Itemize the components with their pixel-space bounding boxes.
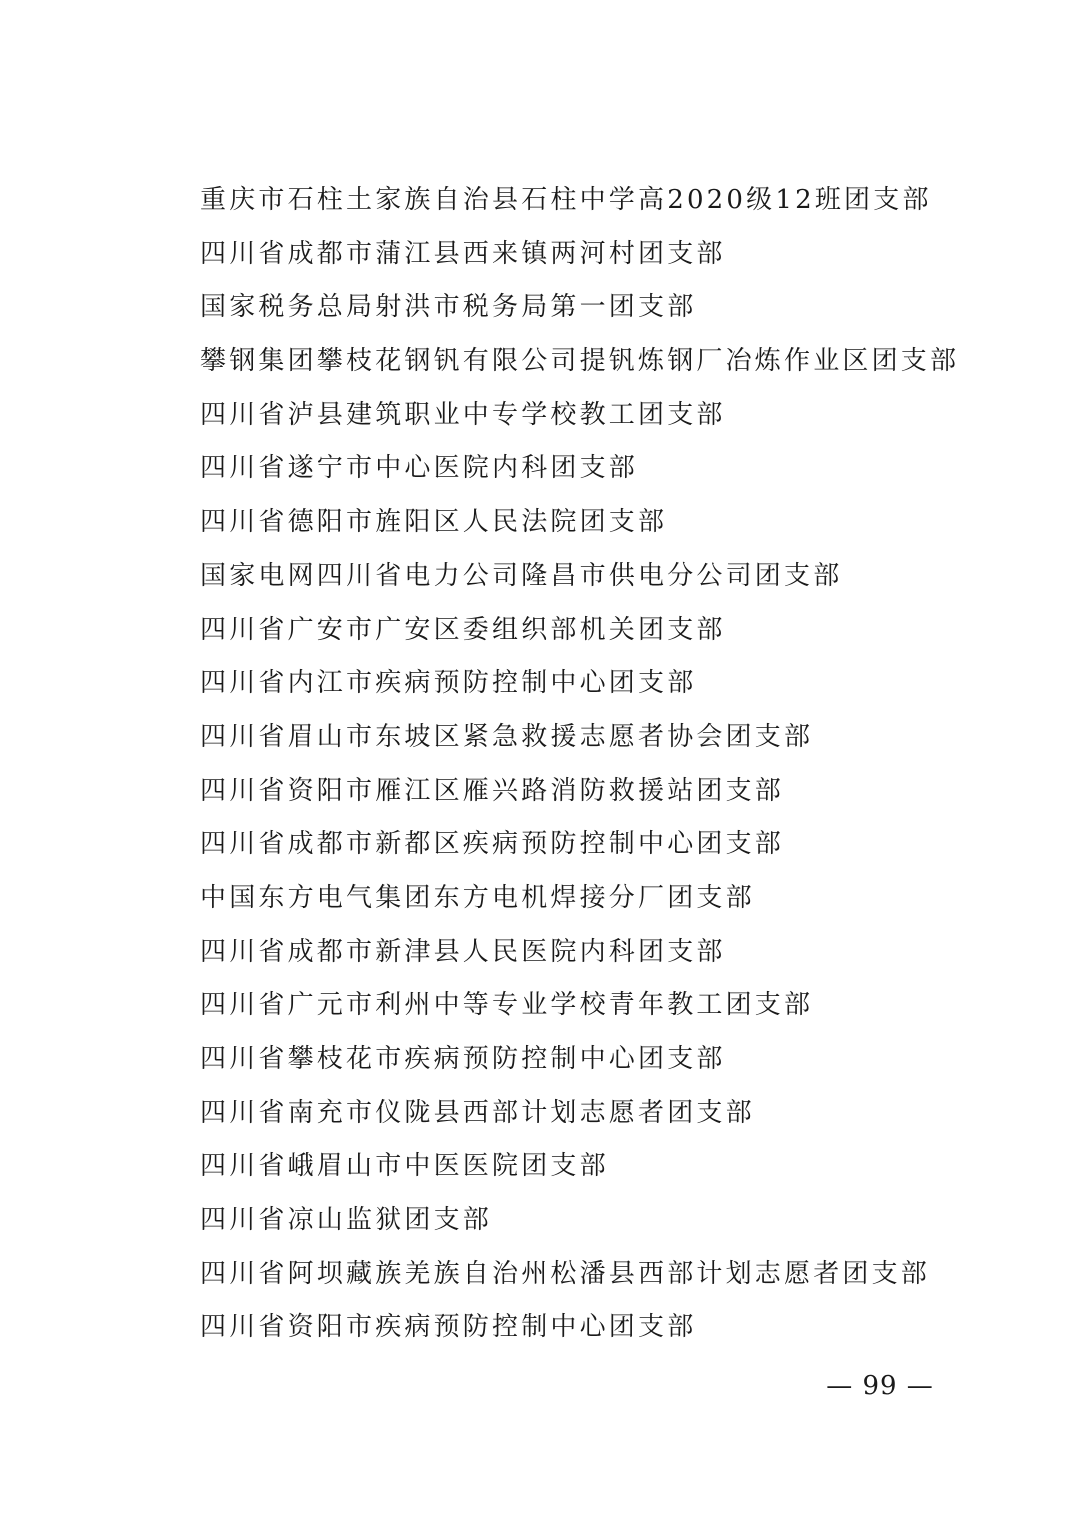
list-item: 国家电网四川省电力公司隆昌市供电分公司团支部	[200, 560, 843, 591]
list-item: 中国东方电气集团东方电机焊接分厂团支部	[200, 882, 755, 913]
list-item: 四川省广安市广安区委组织部机关团支部	[200, 614, 726, 645]
list-item: 四川省资阳市雁江区雁兴路消防救援站团支部	[200, 775, 785, 806]
list-item: 四川省泸县建筑职业中专学校教工团支部	[200, 399, 726, 430]
list-item: 四川省攀枝花市疾病预防控制中心团支部	[200, 1044, 726, 1074]
list-item: 四川省广元市利州中等专业学校青年教工团支部	[200, 990, 814, 1021]
list-item: 四川省成都市蒲江县西来镇两河村团支部	[200, 238, 726, 269]
list-item: 四川省遂宁市中心医院内科团支部	[200, 453, 639, 484]
list-item: 四川省眉山市东坡区紧急救援志愿者协会团支部	[200, 721, 814, 752]
list-item: 四川省德阳市旌阳区人民法院团支部	[200, 507, 668, 538]
list-item: 重庆市石柱土家族自治县石柱中学高2020级12班团支部	[200, 185, 932, 215]
organization-list	[200, 178, 1000, 1359]
list-item: 四川省峨眉山市中医医院团支部	[200, 1151, 609, 1182]
page-number: — 99 —	[826, 1371, 934, 1401]
list-item: 四川省南充市仪陇县西部计划志愿者团支部	[200, 1097, 755, 1128]
list-item: 四川省成都市新都区疾病预防控制中心团支部	[200, 829, 785, 860]
list-item: 攀钢集团攀枝花钢钒有限公司提钒炼钢厂冶炼作业区团支部	[200, 346, 960, 377]
list-item: 四川省资阳市疾病预防控制中心团支部	[200, 1312, 697, 1343]
list-item: 四川省内江市疾病预防控制中心团支部	[200, 668, 697, 699]
list-item: 国家税务总局射洪市税务局第一团支部	[200, 292, 697, 323]
list-item: 四川省成都市新津县人民医院内科团支部	[200, 936, 726, 967]
list-item: 四川省凉山监狱团支部	[200, 1205, 493, 1236]
list-item: 四川省阿坝藏族羌族自治州松潘县西部计划志愿者团支部	[200, 1258, 931, 1289]
